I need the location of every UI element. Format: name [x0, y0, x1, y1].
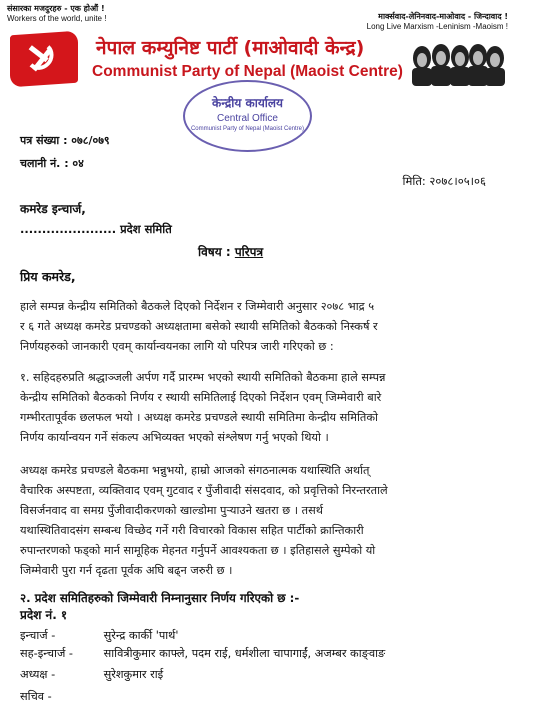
- subject-text: परिपत्र: [234, 245, 264, 259]
- slogan-left-ne: संसारका मजदुरहरु - एक होऔं !: [7, 4, 105, 13]
- hammer-sickle-icon: [22, 40, 62, 79]
- dispatch-number: चलानी नं. : ०४: [20, 157, 84, 170]
- addressee: कमरेड इन्चार्ज,: [20, 202, 86, 216]
- para2-line: १. सहिदहरुप्रति श्रद्धाञ्जली अर्पण गर्दै प्रारम्भ भएको स्थायी समितिको बैठकमा हाले सम्पन्न: [20, 371, 386, 384]
- subject-label: विषय :: [198, 245, 231, 259]
- paragraph-2: [20, 368, 530, 448]
- party-name-english: Communist Party of Nepal (Maoist Centre): [92, 63, 403, 80]
- slogan-left-en: Workers of the world, unite !: [7, 14, 107, 23]
- salutation: प्रिय कमरेड,: [20, 269, 76, 284]
- slogan-right-en: Long Live Marxism -Leninism -Maoism !: [366, 22, 508, 31]
- assignment-label: इन्चार्ज -: [20, 629, 56, 642]
- para3-line: विसर्जनवाद वा समग्र पुँजीवादीकरणको खाल्डोमा पुऱ्याउने खतरा छ । तसर्थ: [20, 504, 323, 517]
- assignment-label: सह-इन्चार्ज -: [20, 647, 74, 660]
- letter-date: मिति: २०७८।०५।०६: [402, 174, 486, 188]
- party-flag-logo: [10, 31, 78, 88]
- assignment-label: अध्यक्ष -: [20, 668, 56, 681]
- party-name-nepali: नेपाल कम्युनिष्ट पार्टी (माओवादी केन्द्र): [96, 37, 365, 59]
- para3-line: यथास्थितिवादसंग सम्बन्ध विच्छेद गर्ने गरी विचारको विकास सहित पार्टीको क्रान्तिकारी: [20, 524, 364, 537]
- para3-line: अध्यक्ष कमरेड प्रचण्डले बैठकमा भन्नुभयो, हाम्रो आजको संगठनात्मक यथास्थिति अर्थात्: [20, 464, 370, 477]
- para1-line: र ६ गते अध्यक्ष कमरेड प्रचण्डको अध्यक्षतामा बसेको स्थायी समितिको बैठकको निस्कर्ष र: [20, 320, 378, 333]
- para3-line: जिम्मेवारी पुरा गर्न दृढता पूर्वक अघि बढ्न जरुरी छ ।: [20, 564, 233, 577]
- assignment-row: [20, 667, 163, 682]
- committee-line: ...................... प्रदेश समिति: [20, 222, 172, 236]
- slogan-right: [367, 12, 508, 32]
- assignment-value: सुरेन्द्र कार्की 'पार्थ': [103, 629, 179, 642]
- central-office-stamp: [183, 80, 312, 152]
- stamp-title-ne: केन्द्रीय कार्यालय: [211, 96, 284, 110]
- assignment-value: सुरेशकुमार राई: [103, 668, 164, 681]
- para3-line: वैचारिक अस्पष्टता, व्यक्तिवाद एवम् गुटवाद र पुँजीवादी संसदवाद, को प्रवृत्तिको निरन्तरताले: [20, 484, 388, 497]
- para2-line: निर्णय कार्यान्वयन गर्ने संकल्प अभिव्यक्त भएको संश्लेषण गर्नु भएको थियो ।: [20, 431, 329, 444]
- para3-line: रुपान्तरणको फड्को मार्न सामूहिक मेहनत गर्नुपर्ने आवश्यकता छ । इतिहासले सुम्पेको यो: [20, 544, 376, 557]
- para2-line: केन्द्रीय समितिको बैठकको निर्णय र स्थायी समितिलाई दिएको निर्देशन एवम् जिम्मेवारी बारे: [20, 391, 382, 404]
- paragraph-3: [20, 461, 530, 581]
- subject-line: [198, 243, 263, 260]
- assignment-row: [20, 646, 385, 661]
- para2-line: गम्भीरतापूर्वक छलफल भयो । अध्यक्ष कमरेड प्रचण्डले स्थायी समितिमा केन्द्रीय समितिको: [20, 411, 378, 424]
- paragraph-1: [20, 297, 530, 357]
- para1-line: हाले सम्पन्न केन्द्रीय समितिको बैठकले दिएको निर्देशन र जिम्मेवारी अनुसार २०७८ भाद्र ५: [20, 300, 375, 313]
- assignment-row: [20, 689, 100, 704]
- leaders-portrait-image: [410, 40, 506, 86]
- slogan-left: [7, 4, 106, 24]
- province-heading: प्रदेश नं. १: [20, 608, 68, 622]
- para1-line: निर्णयहरुको जानकारी एवम् कार्यान्वयनका लागि यो परिपत्र जारी गरिएको छ :: [20, 340, 334, 353]
- assignment-label: सचिव -: [20, 690, 52, 703]
- stamp-title-en: Central Office: [217, 113, 278, 124]
- assignment-value: सावित्रीकुमार काफ्ले, पदम राई, धर्मशीला चापागाईं, अजम्बर काङ्वाङ: [103, 647, 386, 660]
- section-2-heading: २. प्रदेश समितिहरुको जिम्मेवारी निम्नानुसार निर्णय गरिएको छ :-: [20, 591, 300, 605]
- assignment-row: [20, 628, 179, 643]
- slogan-right-ne: मार्क्सवाद-लेनिनवाद-माओवाद - जिन्दावाद !: [378, 12, 508, 21]
- stamp-subtitle: Communist Party of Nepal (Maoist Centre): [190, 126, 305, 132]
- letter-number: पत्र संख्या : ०७८/०७९: [20, 134, 110, 147]
